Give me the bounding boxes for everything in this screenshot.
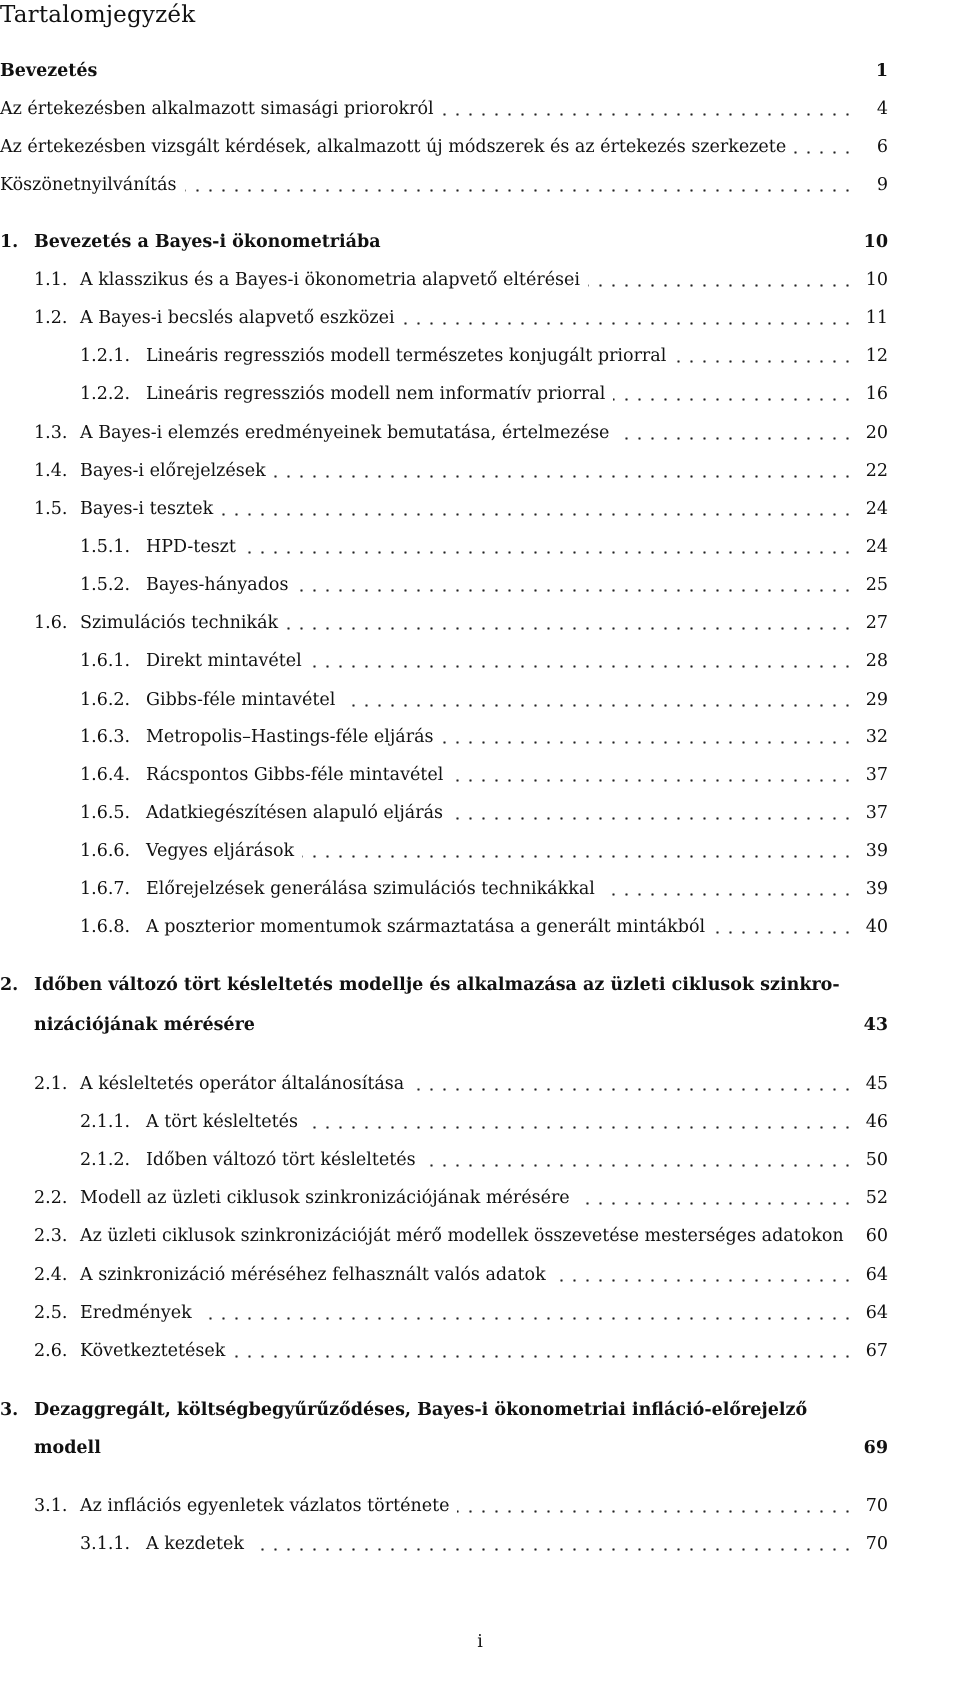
toc-entry-title: Köszönetnyilvánítás [0,175,177,195]
toc-entry-number: 3.1.1. [80,1534,131,1554]
toc-entry[interactable] [0,1258,960,1292]
dot-leader [286,627,854,630]
toc-entry-number: 1.6.4. [80,765,131,785]
toc-entry-title: Direkt mintavétel [146,651,302,671]
page-number-footer: i [477,1632,483,1652]
dot-leader [233,1355,854,1358]
toc-entry[interactable] [0,568,960,602]
toc-entry-page-number: 9 [876,175,888,195]
toc-entry-page-number: 60 [865,1226,888,1246]
toc-entry-number: 2.4. [34,1265,68,1285]
toc-entry-title: A kezdetek [146,1534,244,1554]
toc-entry-page-number: 46 [865,1112,888,1132]
dot-leader [603,893,854,896]
toc-entry-title: Vegyes eljárások [146,841,295,861]
toc-entry-title: A szinkronizáció méréséhez felhasznált valós adatok [80,1265,546,1285]
toc-entry-number: 1.1. [34,270,68,290]
toc-entry-page-number: 6 [876,137,888,157]
toc-entry-page-number: 25 [865,575,888,595]
toc-entry[interactable] [0,1296,960,1330]
toc-entry[interactable] [0,339,960,373]
toc-entry-page-number: 45 [865,1074,888,1094]
toc-entry-number: 1.2.2. [80,384,131,404]
toc-entry-title: A tört késleltetés [146,1112,298,1132]
toc-entry[interactable] [0,1334,960,1368]
toc-entry-number: 1.6.1. [80,651,131,671]
toc-entry-page-number: 28 [865,651,888,671]
toc-entry-number: 1.6.2. [80,690,131,710]
toc-entry-title: Bayes-i tesztek [80,499,214,519]
dot-leader [252,1548,854,1551]
toc-entry-title: modell [34,1438,101,1458]
toc-entry[interactable] [0,1008,960,1042]
toc-entry[interactable] [0,683,960,717]
toc-entry[interactable] [0,644,960,678]
toc-entry-page-number: 12 [865,346,888,366]
toc-entry-title: A Bayes-i elemzés eredményeinek bemutatása, értelmezése [80,423,610,443]
toc-entry[interactable] [0,606,960,640]
toc-entry-title: Bevezetés a Bayes-i ökonometriába [34,232,381,252]
dot-leader [306,1126,854,1129]
toc-entry-title: Eredmények [80,1303,192,1323]
toc-entry-number: 2.6. [34,1341,68,1361]
toc-entry-title: Következtetések [80,1341,226,1361]
toc-entry-page-number: 20 [865,423,888,443]
toc-entry-number: 1.5.1. [80,537,131,557]
dot-leader [403,322,854,325]
toc-entry-page-number: 39 [865,841,888,861]
toc-entry-page-number: 37 [865,803,888,823]
toc-entry-title: Az üzleti ciklusok szinkronizációját mérő modellek összevetése mesterséges adatokon [80,1226,844,1246]
toc-entry-number: 1.6.3. [80,727,131,747]
toc-entry-number: 1.3. [34,423,68,443]
toc-entry[interactable] [0,968,960,1002]
toc-entry-title: Az értekezésben alkalmazott simasági priorokról [0,99,434,119]
toc-entry[interactable] [0,530,960,564]
toc-entry[interactable] [0,1431,960,1465]
dot-leader [310,665,854,668]
toc-entry-page-number: 64 [865,1265,888,1285]
toc-entry[interactable] [0,1527,960,1561]
dot-leader [296,589,854,592]
toc-entry-number: 1.6.5. [80,803,131,823]
toc-entry[interactable] [0,1143,960,1177]
dot-leader [442,113,854,116]
toc-entry-title: Időben változó tört késleltetés modellje és alkalmazása az üzleti ciklusok szinkro- [34,975,840,995]
toc-entry-page-number: 16 [865,384,888,404]
toc-entry[interactable] [0,377,960,411]
dot-leader [617,437,854,440]
toc-entry-number: 1.4. [34,461,68,481]
toc-entry-number: 3. [0,1400,19,1420]
toc-entry[interactable] [0,1181,960,1215]
toc-entry[interactable] [0,263,960,297]
dot-leader [244,551,854,554]
toc-entry-page-number: 11 [865,308,888,328]
toc-entry-title: A poszterior momentumok származtatása a generált mintákból [146,917,706,937]
toc-entry-number: 2.2. [34,1188,68,1208]
toc-entry[interactable] [0,1067,960,1101]
toc-entry-page-number: 27 [865,613,888,633]
page-title: Tartalomjegyzék [0,2,196,28]
toc-entry-page-number: 37 [865,765,888,785]
toc-entry-number: 2.1.2. [80,1150,131,1170]
toc-entry-number: 1.2. [34,308,68,328]
toc-entry-title: Lineáris regressziós modell természetes konjugált priorral [146,346,667,366]
toc-entry-page-number: 1 [875,61,888,81]
toc-entry-title: Rácspontos Gibbs-féle mintavétel [146,765,444,785]
toc-entry-page-number: 29 [865,690,888,710]
toc-entry[interactable] [0,720,960,754]
toc-entry-title: Modell az üzleti ciklusok szinkronizációjának mérésére [80,1188,570,1208]
dot-leader [554,1279,854,1282]
toc-entry[interactable] [0,796,960,830]
toc-entry-page-number: 39 [865,879,888,899]
toc-entry-title: Az inflációs egyenletek vázlatos története [80,1496,450,1516]
toc-entry[interactable] [0,416,960,450]
toc-entry-page-number: 24 [865,537,888,557]
toc-entry-page-number: 67 [865,1341,888,1361]
toc-entry[interactable] [0,872,960,906]
toc-entry[interactable] [0,454,960,488]
toc-entry-page-number: 70 [865,1534,888,1554]
toc-entry-title: Az értekezésben vizsgált kérdések, alkalmazott új módszerek és az értekezés szerkezete [0,137,787,157]
toc-entry-page-number: 4 [876,99,888,119]
dot-leader [343,704,854,707]
toc-entry-number: 1. [0,232,19,252]
toc-entry-title: Időben változó tört késleltetés [146,1150,416,1170]
dot-leader [185,189,854,192]
toc-entry-page-number: 70 [865,1496,888,1516]
toc-entry-number: 2. [0,975,19,995]
toc-entry-number: 3.1. [34,1496,68,1516]
toc-entry-page-number: 69 [863,1438,888,1458]
toc-entry-title: Előrejelzések generálása szimulációs technikákkal [146,879,595,899]
toc-entry-number: 2.1. [34,1074,68,1094]
dot-leader [274,475,854,478]
toc-entry[interactable] [0,1105,960,1139]
toc-entry-page-number: 24 [865,499,888,519]
toc-entry-page-number: 10 [863,232,888,252]
dot-leader [424,1164,854,1167]
dot-leader [302,855,854,858]
toc-entry[interactable] [0,168,960,202]
toc-entry[interactable] [0,1393,960,1427]
toc-entry[interactable] [0,225,960,259]
dot-leader [457,1510,854,1513]
toc-entry[interactable] [0,1219,960,1253]
toc-entry-number: 2.5. [34,1303,68,1323]
toc-entry-title: Dezaggregált, költségbegyűrűződéses, Bayes-i ökonometriai infláció-előrejelző [34,1400,808,1420]
toc-entry-page-number: 10 [865,270,888,290]
dot-leader [412,1088,854,1091]
toc-entry-number: 1.6.6. [80,841,131,861]
toc-entry-number: 1.6.8. [80,917,131,937]
dot-leader [578,1202,854,1205]
toc-entry-number: 1.5.2. [80,575,131,595]
toc-entry-page-number: 64 [865,1303,888,1323]
dot-leader [674,360,854,363]
toc-entry-page-number: 32 [865,727,888,747]
toc-entry-title: nizációjának mérésére [34,1015,255,1035]
toc-entry-title: HPD-teszt [146,537,236,557]
toc-entry[interactable] [0,130,960,164]
toc-entry[interactable] [0,1489,960,1523]
toc-entry[interactable] [0,758,960,792]
toc-entry-page-number: 50 [865,1150,888,1170]
dot-leader [794,151,854,154]
toc-entry[interactable] [0,54,960,88]
toc-entry-number: 1.6.7. [80,879,131,899]
toc-entry[interactable] [0,492,960,526]
dot-leader [200,1317,854,1320]
toc-entry-title: Lineáris regressziós modell nem informatív priorral [146,384,606,404]
toc-entry-title: Metropolis–Hastings-féle eljárás [146,727,434,747]
toc-entry-title: Bayes-i előrejelzések [80,461,266,481]
toc-entry[interactable] [0,92,960,126]
dot-leader [451,779,854,782]
toc-entry-page-number: 43 [863,1015,888,1035]
toc-entry-page-number: 40 [865,917,888,937]
toc-entry-title: A Bayes-i becslés alapvető eszközei [80,308,395,328]
toc-entry-title: A késleltetés operátor általánosítása [80,1074,405,1094]
toc-entry-page-number: 22 [865,461,888,481]
dot-leader [442,741,854,744]
dot-leader [613,398,854,401]
toc-entry[interactable] [0,910,960,944]
toc-entry-title: Gibbs-féle mintavétel [146,690,336,710]
toc-entry-number: 1.2.1. [80,346,131,366]
toc-entry-title: Bayes-hányados [146,575,289,595]
dot-leader [451,817,854,820]
toc-entry-number: 1.6. [34,613,68,633]
dot-leader [713,931,854,934]
toc-entry-title: Bevezetés [0,61,98,81]
toc-entry-number: 2.3. [34,1226,68,1246]
toc-entry-title: Szimulációs technikák [80,613,279,633]
toc-entry[interactable] [0,834,960,868]
toc-entry-page-number: 52 [865,1188,888,1208]
toc-entry[interactable] [0,301,960,335]
dot-leader [221,513,854,516]
toc-entry-title: Adatkiegészítésen alapuló eljárás [146,803,444,823]
dot-leader [588,284,854,287]
toc-entry-number: 1.5. [34,499,68,519]
toc-entry-title: A klasszikus és a Bayes-i ökonometria alapvető eltérései [80,270,580,290]
toc-entry-number: 2.1.1. [80,1112,131,1132]
